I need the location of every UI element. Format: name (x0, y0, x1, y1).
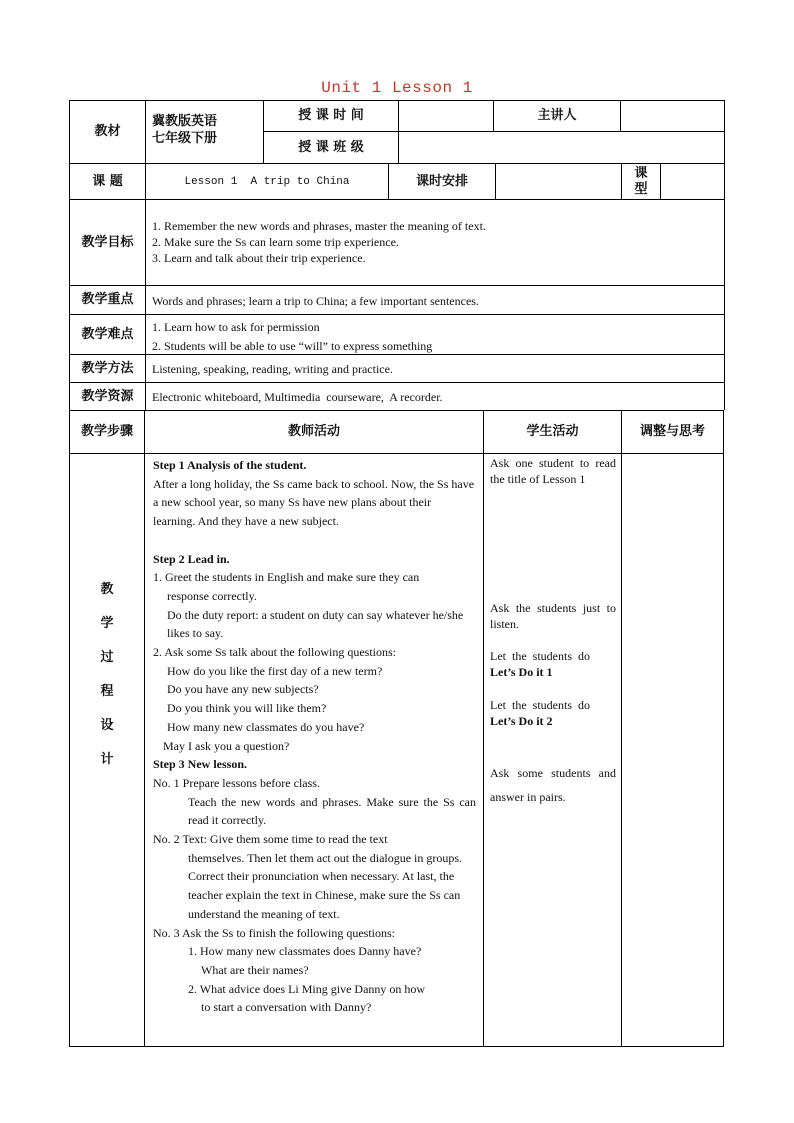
textbook-label: 教材 (94, 124, 121, 139)
no3-q1b: What are their names? (201, 962, 309, 977)
type-label: 课 型 (634, 165, 648, 197)
teacher-label: 主讲人 (537, 108, 577, 123)
time-value (399, 101, 493, 131)
topic-label: 课 题 (92, 173, 123, 189)
step1-title: Step 1 Analysis of the student. (153, 458, 307, 472)
resources-text: Electronic whiteboard, Multimedia courseware, A recorder. (152, 390, 443, 404)
question-item: Do you think you will like them? (167, 701, 327, 716)
class-value (399, 132, 724, 163)
resources-label: 教学资源 (81, 388, 134, 404)
objective-item: 1. Remember the new words and phrases, master the meaning of text. (152, 219, 486, 233)
document-title: Unit 1 Lesson 1 (321, 79, 473, 97)
no3-title: No. 3 Ask the Ss to finish the following questions: (153, 925, 396, 940)
process-char: 计 (100, 752, 114, 767)
schedule-value (496, 164, 621, 199)
step2-item1b: response correctly. (167, 588, 257, 603)
step2-item1c: Do the duty report: a student on duty can say whatever he/she likes to say. (167, 607, 464, 641)
key-points-text: Words and phrases; learn a trip to China; a few important sentences. (152, 294, 479, 308)
step2-item1: 1. Greet the students in English and make sure they can (153, 570, 420, 585)
question-item: May I ask you a question? (163, 738, 290, 753)
teacher-value (621, 101, 724, 131)
topic-value: Lesson 1 A trip to China (184, 175, 350, 188)
type-value (661, 164, 724, 199)
teacher-activity (146, 456, 482, 1044)
objective-item: 3. Learn and talk about their trip experience. (152, 251, 366, 265)
difficulties-label: 教学难点 (81, 326, 134, 342)
no2-text: themselves. Then let them act out the dialogue in groups. Correct their pronunciation when necessary. At last, the teacher explain the text in Chinese, make sure the Ss can understand the meaning of text. (188, 850, 463, 921)
difficulty-item: 2. Students will be able to use “will” to express something (152, 339, 433, 353)
textbook-line2: 七年级下册 (152, 131, 218, 146)
question-item: Do you have any new subjects? (167, 682, 319, 697)
process-char: 教 (100, 582, 114, 597)
step1-text: After a long holiday, the Ss came back to school. Now, the Ss have a new school year, so many Ss have new plans about their learning. And they have a new subject. (153, 476, 475, 529)
no3-q2b: to start a conversation with Danny? (201, 1000, 372, 1015)
no1-title: No. 1 Prepare lessons before class. (153, 775, 320, 790)
student-activity-header: 学生活动 (526, 424, 579, 439)
question-item: How do you like the first day of a new term? (167, 663, 383, 678)
no1-text: Teach the new words and phrases. Make sure the Ss can read it correctly. (188, 794, 476, 828)
objectives-label: 教学目标 (81, 234, 134, 250)
class-label: 授 课 班 级 (298, 139, 364, 155)
step2-title: Step 2 Lead in. (153, 551, 230, 566)
time-label: 授 课 时 间 (298, 108, 364, 123)
schedule-label: 课时安排 (415, 173, 468, 189)
difficulty-item: 1. Learn how to ask for permission (152, 320, 320, 334)
student-activity-5: Ask some students and answer in pairs. (490, 766, 616, 804)
difficulties-list (146, 318, 724, 354)
textbook-line1: 冀教版英语 (152, 114, 218, 129)
textbook-value (146, 113, 263, 158)
student-activity-3-text: Let the students do (490, 649, 590, 663)
no3-q2: 2. What advice does Li Ming give Danny on how (188, 981, 426, 996)
no2-title: No. 2 Text: Give them some time to read the text (153, 832, 388, 847)
step2-item2: 2. Ask some Ss talk about the following questions: (153, 645, 396, 660)
teacher-activity-header: 教师活动 (287, 424, 340, 439)
process-char: 设 (100, 718, 114, 733)
student-activity-3 (490, 648, 616, 680)
process-label (70, 570, 144, 780)
reflection-header: 调整与思考 (639, 424, 705, 439)
student-activity-4 (490, 697, 616, 729)
objective-item: 2. Make sure the Ss can learn some trip experience. (152, 235, 399, 249)
objectives-list (146, 218, 724, 278)
no3-q1: 1. How many new classmates does Danny have? (188, 944, 422, 959)
process-char: 程 (100, 684, 114, 699)
step3-title: Step 3 New lesson. (153, 757, 248, 772)
key-points-label: 教学重点 (81, 292, 134, 307)
student-activity-2: Ask the students just to listen. (490, 601, 616, 631)
process-char: 学 (100, 616, 114, 631)
student-activity-4-text: Let the students do (490, 698, 590, 712)
student-activity-3-bold: Let’s Do it 1 (490, 665, 553, 679)
methods-label: 教学方法 (81, 360, 134, 376)
steps-header: 教学步骤 (80, 424, 133, 439)
question-item: How many new classmates do you have? (167, 719, 365, 734)
student-activity-1: Ask one student to read the title of Lesson 1 (490, 456, 616, 486)
process-char: 过 (100, 650, 114, 665)
methods-text: Listening, speaking, reading, writing and practice. (152, 362, 393, 376)
student-activity-4-bold: Let’s Do it 2 (490, 714, 553, 728)
